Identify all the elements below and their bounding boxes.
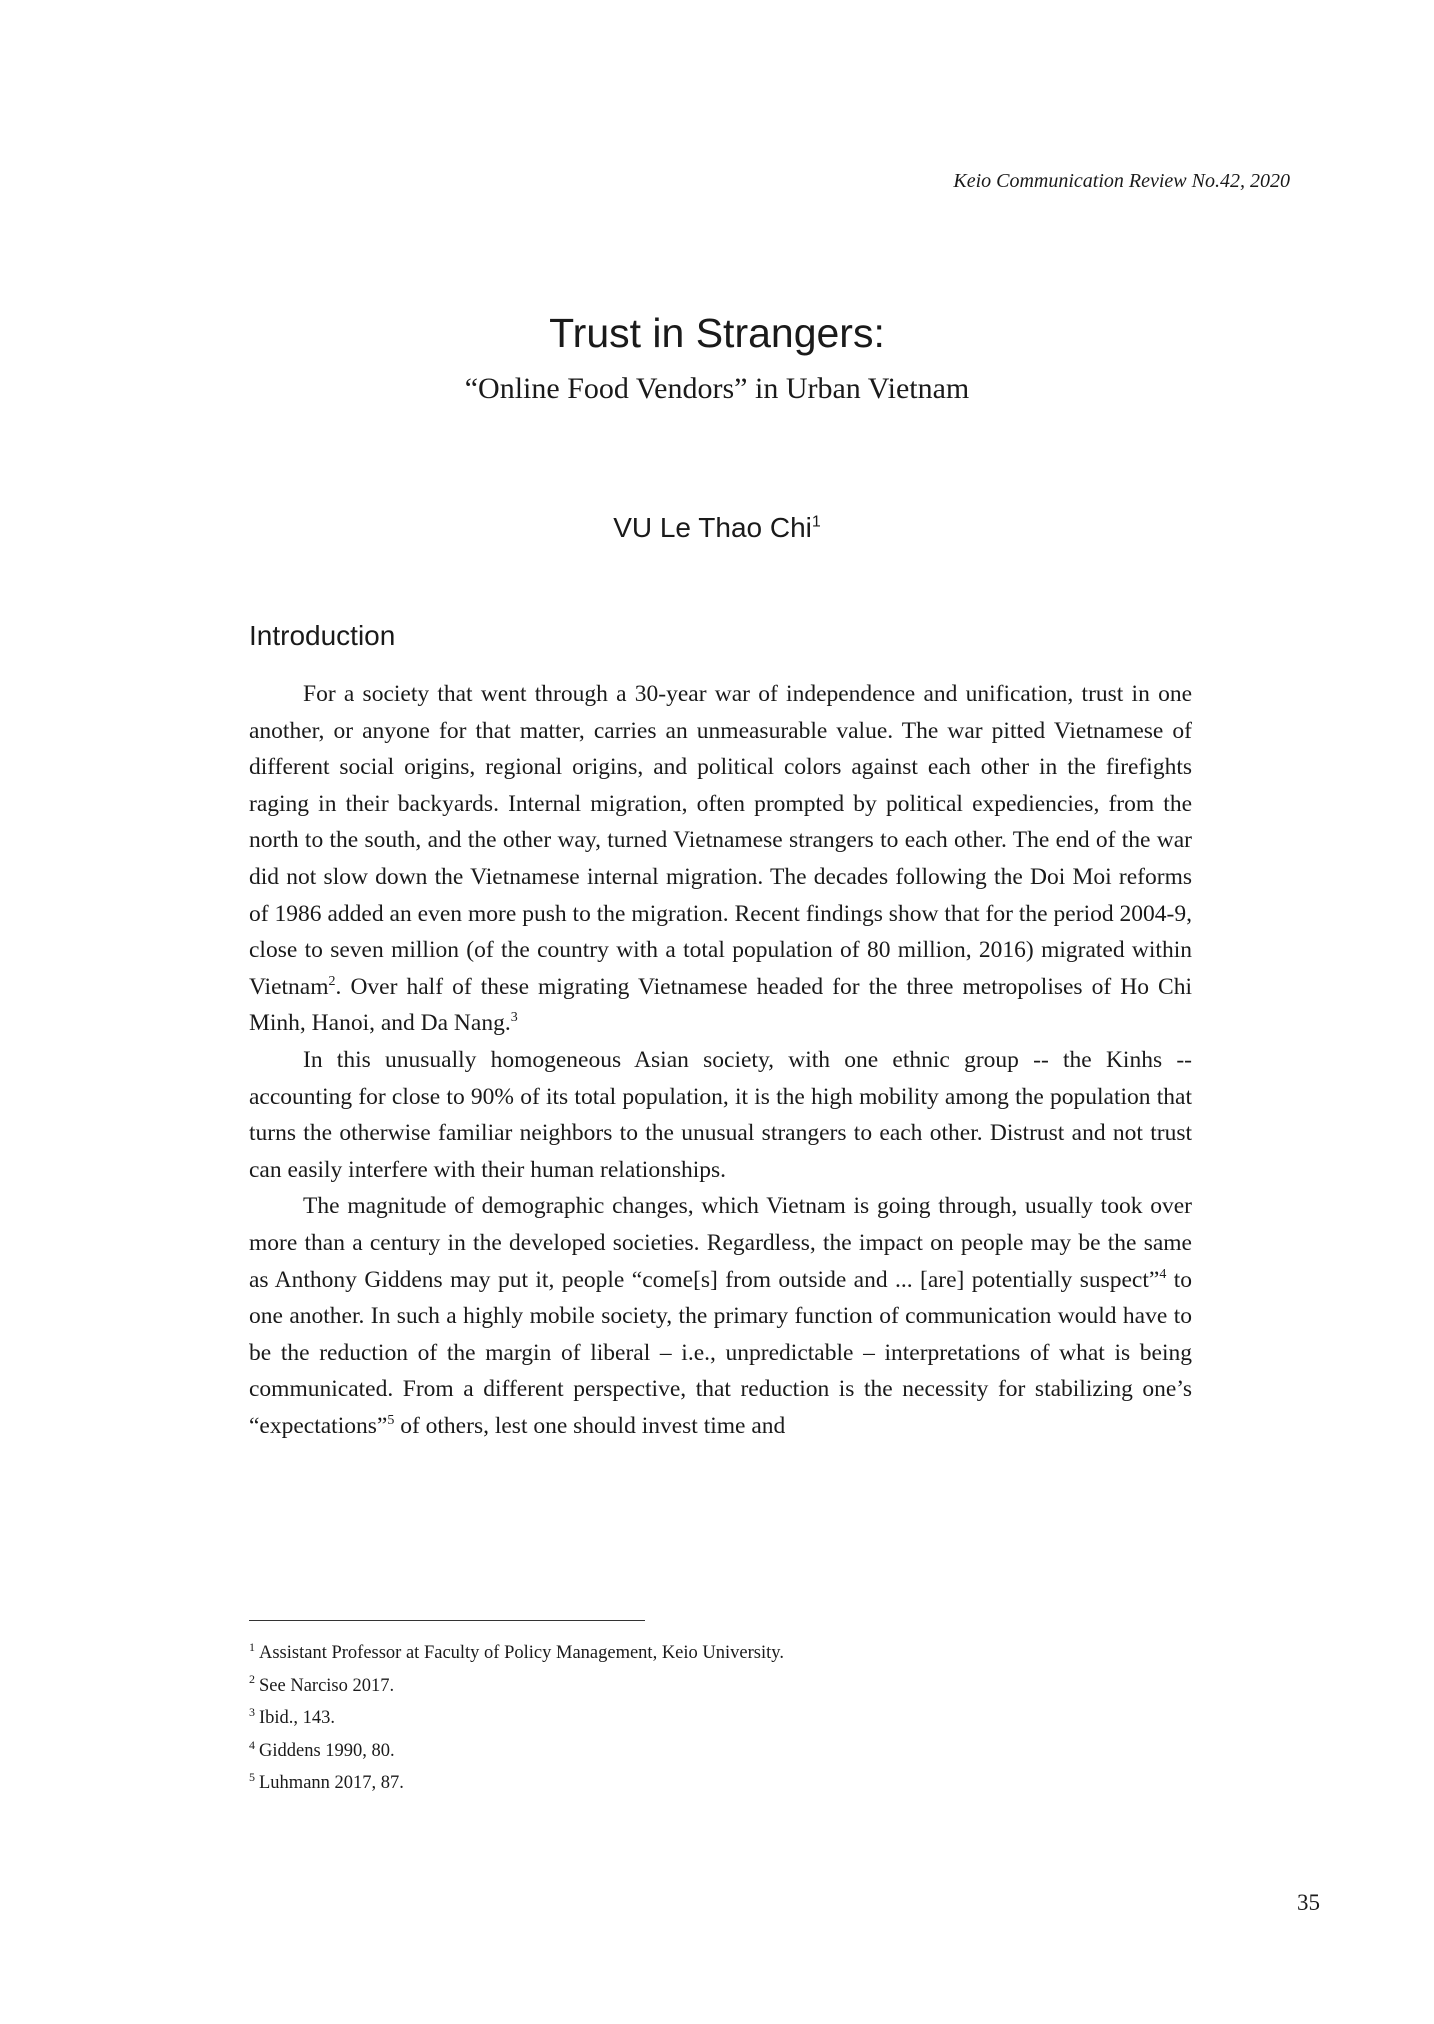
author-name: VU Le Thao Chi <box>613 512 812 543</box>
paragraph-3-text-b: to one another. In such a highly mobile society, the primary function of communication would have to be the reduction of the margin of liberal – i.e., unpredictable – interpretations of what is being communicated. From a different perspective, that reduction is the necessity for stabilizing one’s “expectations” <box>249 1266 1192 1439</box>
footnote <box>249 1767 1189 1800</box>
footnote-text: Assistant Professor at Faculty of Policy Management, Keio University. <box>259 1643 784 1663</box>
footnote-ref-4: 4 <box>1159 1266 1167 1282</box>
page-number: 35 <box>1297 1890 1320 1915</box>
footnote <box>249 1637 1189 1670</box>
paragraph-1 <box>249 676 1192 1042</box>
footnote-mark: 1 <box>249 1639 255 1654</box>
paragraph-1-text-a: For a society that went through a 30-year war of independence and unification, trust in one another, or anyone for that matter, carries an unmeasurable value. The war pitted Vietnamese of different social origins, regional origins, and political colors against each other in the firefights raging in their backyards. Internal migration, often prompted by political expediencies, from the north to the south, and the other way, turned Vietnamese strangers to each other. The end of the war did not slow down the Vietnamese internal migration. The decades following the Doi Moi reforms of 1986 added an even more push to the migration. Recent findings show that for the period 2004-9, close to seven million (of the country with a total population of 80 million, 2016) migrated within Vietnam <box>249 681 1192 1000</box>
footnote <box>249 1670 1189 1703</box>
paragraph-3-text-c: of others, lest one should invest time and <box>394 1412 786 1439</box>
footnote-mark: 5 <box>249 1770 255 1785</box>
author-footnote-mark: 1 <box>811 513 821 531</box>
paragraph-3 <box>249 1188 1192 1444</box>
footnote-ref-5: 5 <box>387 1413 395 1429</box>
footnote <box>249 1702 1189 1735</box>
footnote <box>249 1735 1189 1768</box>
paragraph-3-text-a: The magnitude of demographic changes, which Vietnam is going through, usually took over more than a century in the developed societies. Regardless, the impact on people may be the same as Anthony Giddens may put it, people “come[s] from outside and ... [are] potentially suspect” <box>249 1193 1192 1293</box>
footnote-mark: 4 <box>249 1737 255 1752</box>
body-text <box>249 676 1192 1444</box>
footnote-text: See Narciso 2017. <box>259 1675 395 1696</box>
footnote-ref-3: 3 <box>510 1010 518 1026</box>
paragraph-2: In this unusually homogeneous Asian society, with one ethnic group -- the Kinhs -- accounting for close to 90% of its total population, it is the high mobility among the population that turns the otherwise familiar neighbors to the unusual strangers to each other. Distrust and not trust can easily interfere with their human relationships. <box>249 1046 1192 1183</box>
footnote-ref-2: 2 <box>328 973 336 989</box>
footnote-mark: 2 <box>249 1672 255 1687</box>
section-heading: Introduction <box>249 620 396 651</box>
footnote-text: Ibid., 143. <box>259 1708 336 1729</box>
footnote-text: Giddens 1990, 80. <box>259 1740 395 1761</box>
journal-header: Keio Communication Review No.42, 2020 <box>953 170 1290 192</box>
footnotes <box>249 1637 1189 1800</box>
footnote-text: Luhmann 2017, 87. <box>259 1773 404 1794</box>
article-title: Trust in Strangers: <box>549 310 885 356</box>
paragraph-1-text-b: . Over half of these migrating Vietnamese headed for the three metropolises of Ho Chi Minh, Hanoi, and Da Nang. <box>249 973 1192 1037</box>
footnote-mark: 3 <box>249 1705 255 1720</box>
author-line <box>0 512 1434 544</box>
footnote-divider <box>249 1620 645 1621</box>
article-subtitle: “Online Food Vendors” in Urban Vietnam <box>464 372 970 405</box>
